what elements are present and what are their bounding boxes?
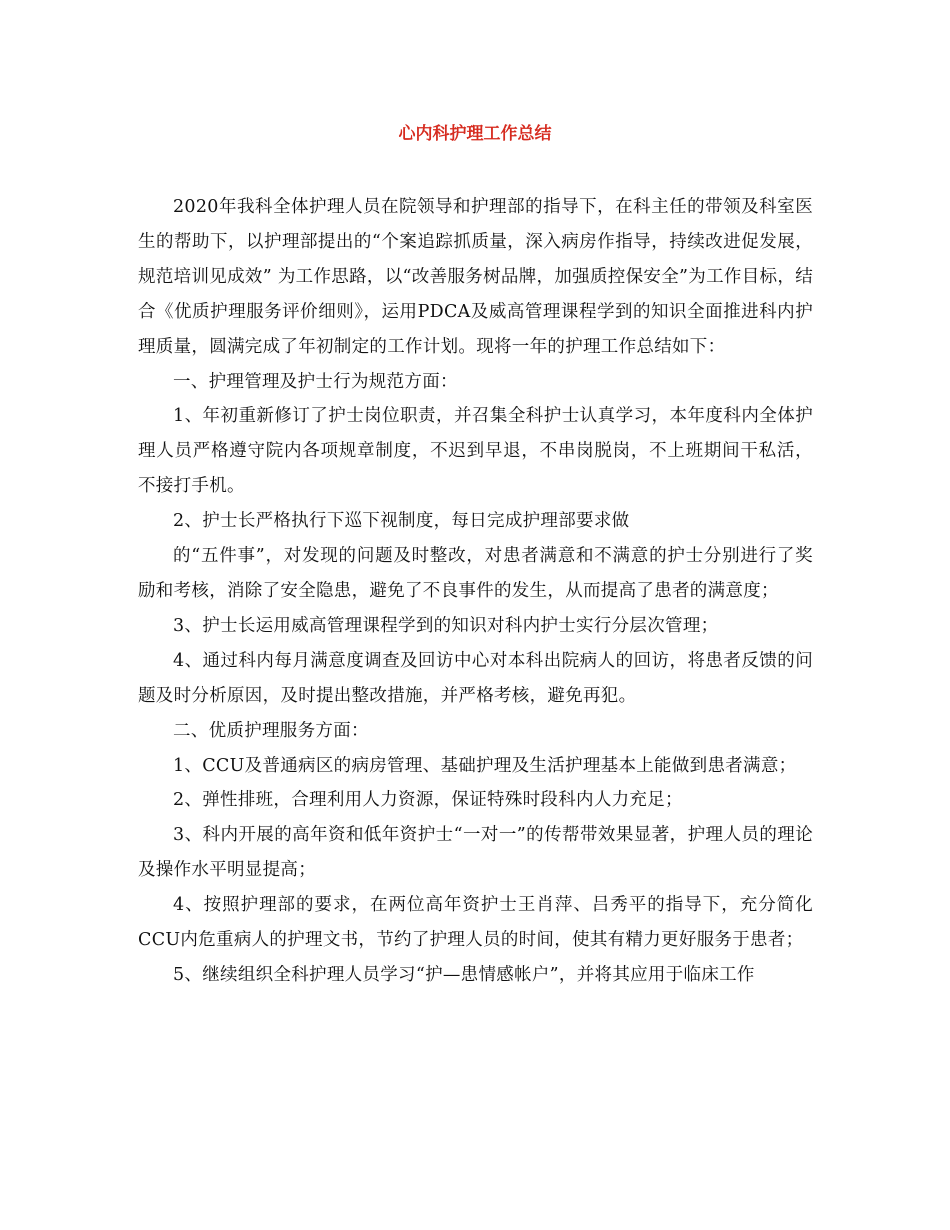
document-title: 心内科护理工作总结 (398, 124, 552, 144)
section-heading-1: 一、护理管理及护士行为规范方面： (173, 371, 458, 392)
list-item: 4、通过科内每月满意度调查及回访中心对本科出院病人的回访，将患者反馈的问题及时分析原因，及时提出整改措施，并严格考核，避免再犯。 (138, 650, 813, 706)
list-item: 3、科内开展的高年资和低年资护士“一对一”的传帮带效果显著，护理人员的理论及操作水平明显提高； (138, 825, 813, 881)
list-item: 3、护士长运用威高管理课程学到的知识对科内护士实行分层次管理； (173, 615, 719, 636)
list-item: 1、CCU及普通病区的病房管理、基础护理及生活护理基本上能做到患者满意； (173, 755, 797, 776)
section-heading-2: 二、优质护理服务方面： (173, 720, 369, 741)
list-item: 4、按照护理部的要求，在两位高年资护士王肖萍、吕秀平的指导下，充分简化CCU内危重病人的护理文书，节约了护理人员的时间，使其有精力更好服务于患者； (138, 895, 813, 951)
list-item: 2、弹性排班，合理利用人力资源，保证特殊时段科内人力充足； (173, 790, 683, 811)
list-item-continuation: 的“五件事”，对发现的问题及时整改，对患者满意和不满意的护士分别进行了奖励和考核，消除了安全隐患，避免了不良事件的发生，从而提高了患者的满意度； (138, 546, 813, 601)
list-item: 2、护士长严格执行下巡下视制度，每日完成护理部要求做 (173, 511, 630, 532)
list-item: 1、年初重新修订了护士岗位职责，并召集全科护士认真学习，本年度科内全体护理人员严格遵守院内各项规章制度，不迟到早退，不串岗脱岗，不上班期间干私活，不接打手机。 (138, 406, 813, 497)
intro-paragraph: 2020年我科全体护理人员在院领导和护理部的指导下，在科主任的带领及科室医生的帮助下，以护理部提出的“个案追踪抓质量，深入病房作指导，持续改进促发展，规范培训见成效” 为工作思路，以“改善服务树品牌，加强质控保安全”为工作目标，结合《优质护理服务评价细则》，运用PDCA及威高管理课程学到的知识全面推进科内护理质量，圆满完成了年初制定的工作计划。现将一年的护理工作总结如下： (138, 197, 813, 357)
list-item: 5、继续组织全科护理人员学习“护—患情感帐户”，并将其应用于临床工作 (173, 964, 755, 985)
document-body (138, 190, 813, 993)
